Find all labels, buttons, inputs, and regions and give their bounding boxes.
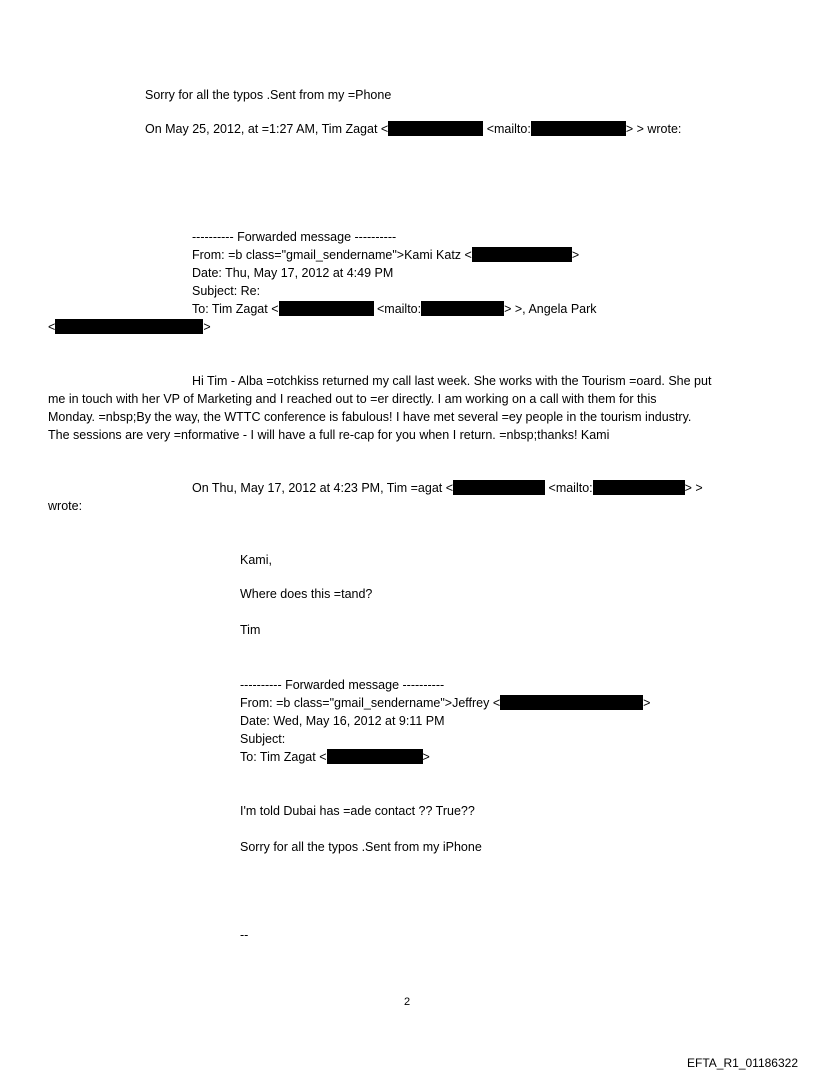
cc-open: < (48, 320, 56, 334)
reply-header-end: > > wrote: (625, 122, 682, 136)
redaction-box (388, 121, 483, 136)
subject-line-2: Subject: (240, 732, 286, 746)
subject-line: Subject: Re: (192, 284, 261, 298)
body-line-4: The sessions are very =nformative - I will have a full re-cap for you when I return. =nbsp;thanks! Kami (48, 428, 610, 442)
redaction-box (593, 480, 685, 495)
from-end-2: > (643, 696, 651, 710)
reply-header-text: On May 25, 2012, at =1:27 AM, Tim Zagat < (145, 122, 389, 136)
dubai-line: I'm told Dubai has =ade contact ?? True?? (240, 804, 475, 818)
to-end: > >, Angela Park (504, 302, 597, 316)
page-number: 2 (404, 996, 411, 1008)
body-line-1: Hi Tim - Alba =otchkiss returned my call last week. She works with the Tourism =oard. She put (192, 374, 712, 388)
question: Where does this =tand? (240, 587, 373, 601)
body-line-2: me in touch with her VP of Marketing and I reached out to =er directly. I am working on a call with them for this (48, 392, 657, 406)
document-id: EFTA_R1_01186322 (687, 1056, 798, 1070)
body-line-3: Monday. =nbsp;By the way, the WTTC conference is fabulous! I have met several =ey people in the tourism industry. (48, 410, 692, 424)
from-text: From: =b class="gmail_sendername">Kami Katz < (192, 248, 472, 262)
redaction-box (500, 695, 643, 710)
to-line-2 (240, 748, 430, 766)
date-line-2: Date: Wed, May 16, 2012 at 9:11 PM (240, 714, 445, 728)
from-text-2: From: =b class="gmail_sendername">Jeffrey < (240, 696, 501, 710)
from-end: > (571, 248, 580, 262)
cc-close: > (203, 320, 211, 334)
redaction-box (531, 121, 626, 136)
sig-dash: -- (240, 928, 249, 942)
reply-header-2-end: > > (684, 481, 703, 495)
signature-line-2: Sorry for all the typos .Sent from my iPhone (240, 840, 482, 854)
redaction-box (453, 480, 545, 495)
from-line (192, 246, 579, 264)
reply-header-2 (192, 479, 703, 497)
to-end-2: > (422, 750, 430, 764)
cc-line (48, 318, 211, 336)
greeting: Kami, (240, 553, 272, 567)
forwarded-header-2: ---------- Forwarded message ---------- (240, 678, 445, 692)
to-mailto: <mailto: (376, 302, 422, 316)
from-line-2 (240, 694, 650, 712)
redaction-box (279, 301, 374, 316)
reply-header (145, 120, 681, 138)
mailto-label-2: <mailto: (548, 481, 593, 495)
forwarded-header: ---------- Forwarded message ---------- (192, 230, 397, 244)
redaction-box (472, 247, 572, 262)
reply-header-2-text: On Thu, May 17, 2012 at 4:23 PM, Tim =agat < (192, 481, 454, 495)
to-line (192, 300, 597, 318)
wrote-line: wrote: (48, 499, 83, 513)
date-line: Date: Thu, May 17, 2012 at 4:49 PM (192, 266, 394, 280)
sign-off: Tim (240, 623, 261, 637)
redaction-box (327, 749, 423, 764)
to-text-2: To: Tim Zagat < (240, 750, 327, 764)
signature-line: Sorry for all the typos .Sent from my =Phone (145, 88, 392, 102)
redaction-box (421, 301, 504, 316)
mailto-label: <mailto: (486, 122, 531, 136)
redaction-box (55, 319, 203, 334)
to-text: To: Tim Zagat < (192, 302, 279, 316)
